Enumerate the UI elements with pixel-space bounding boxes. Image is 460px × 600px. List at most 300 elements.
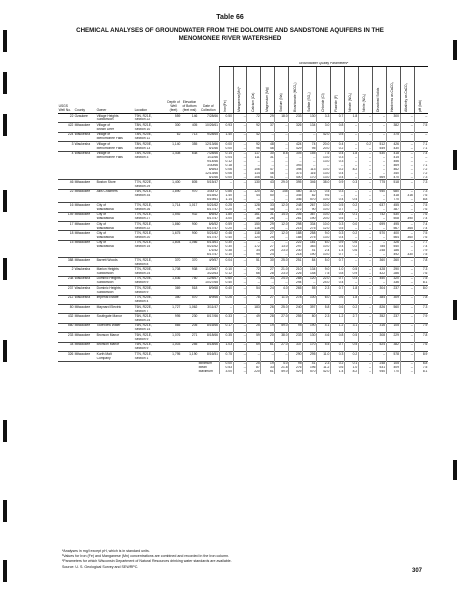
binder-mark	[3, 72, 7, 94]
well-number-cell: 22	[58, 113, 74, 118]
param-value-cell: 13.0	[317, 176, 331, 180]
param-value-cell: 38.0	[275, 333, 289, 338]
param-value-cell: 1.0	[330, 267, 344, 272]
location-cell: T9N, R21E,	[134, 113, 166, 118]
param-value-cell: 0.06	[219, 168, 233, 172]
param-value-cell: 27.0	[275, 342, 289, 347]
param-value-cell: 13.0	[275, 245, 289, 249]
param-value-cell: 0.4	[330, 151, 344, 156]
param-value-cell: 300	[386, 113, 400, 118]
param-value-cell: 24.0	[317, 281, 331, 285]
param-value-cell: --	[400, 305, 414, 310]
summary-value-cell: 8.1	[414, 370, 428, 374]
param-value-cell: 7.3	[414, 176, 428, 180]
param-value-cell: 0.3	[344, 180, 358, 185]
param-value-cell: 775	[372, 180, 386, 185]
param-value-cell: 155	[303, 151, 317, 156]
param-value-cell: 334	[303, 222, 317, 227]
param-value-cell: 680	[386, 189, 400, 194]
param-value-cell: 0.7	[330, 253, 344, 257]
param-value-cell: --	[247, 198, 261, 202]
date-cell: 5/15/47	[198, 180, 219, 185]
depth-cell: 1,714	[166, 203, 181, 208]
param-value-cell: --	[289, 132, 303, 137]
param-value-cell: 10.0	[317, 245, 331, 249]
summary-value-cell: 3.00	[219, 370, 233, 374]
param-value-cell: 22.0	[317, 276, 331, 281]
county-cell: Milwaukee	[74, 314, 96, 319]
col-header-param	[247, 66, 261, 113]
owner-cell: Subdivision	[96, 290, 114, 294]
owner-cell: Marion Heights	[96, 267, 134, 272]
param-value-cell: 9.0	[317, 267, 331, 272]
param-value-cell: --	[233, 208, 247, 212]
binder-mark	[3, 258, 7, 280]
param-value-cell: 11.0	[303, 189, 317, 194]
param-value-cell: 1.8	[344, 113, 358, 118]
param-value-cell: 255	[289, 314, 303, 319]
depth-cell: 1,795	[166, 352, 181, 357]
param-value-cell: --	[358, 245, 372, 249]
col-header-param-label: Hardness as CaCO₃	[390, 81, 395, 112]
param-value-cell: --	[233, 189, 247, 194]
col-header-param	[317, 66, 331, 113]
param-value-cell: 7.3	[414, 267, 428, 272]
param-value-cell: 28	[261, 314, 275, 319]
param-value-cell: 74	[303, 142, 317, 147]
param-value-cell: 0.4	[330, 176, 344, 180]
param-value-cell: 418	[386, 194, 400, 198]
blank-cell	[166, 370, 181, 374]
param-value-cell: 0.04	[219, 258, 233, 263]
param-value-cell: --	[400, 168, 414, 172]
summary-label-cell: Maximum	[198, 369, 213, 373]
summary-value-cell: 11.2	[317, 366, 331, 370]
param-value-cell: --	[275, 253, 289, 257]
owner-cell: Maynard Electric	[96, 305, 134, 310]
param-value-cell: --	[372, 240, 386, 245]
param-value-cell: 0.3	[330, 222, 344, 227]
param-value-cell: --	[233, 132, 247, 137]
param-value-cell: --	[358, 267, 372, 272]
param-value-cell: 382	[386, 123, 400, 128]
elevation-cell: 355	[181, 142, 198, 147]
param-value-cell: 7.7	[414, 240, 428, 245]
summary-value-cell: 2.3	[317, 361, 331, 366]
param-value-cell: 360	[400, 236, 414, 240]
location-cell: T7N, R21E,	[134, 203, 166, 208]
param-value-cell: 150	[247, 222, 261, 227]
blank-cell	[181, 370, 198, 374]
summary-value-cell: 1.4	[330, 370, 344, 374]
param-value-cell: --	[247, 281, 261, 285]
date-cell: 7/28/66	[198, 113, 219, 118]
param-value-cell: --	[400, 245, 414, 249]
param-value-cell: 0.2	[344, 245, 358, 249]
summary-value-cell: 105	[386, 361, 400, 366]
param-value-cell: --	[233, 240, 247, 245]
param-value-cell: 7.8	[414, 258, 428, 263]
param-value-cell: 7.4	[414, 245, 428, 249]
location-cell: T7N, R20E,	[134, 286, 166, 291]
param-value-cell: --	[275, 236, 289, 240]
param-value-cell: 170	[303, 342, 317, 347]
param-value-cell: 2.3	[317, 286, 331, 291]
param-value-cell: 3.1	[344, 323, 358, 328]
param-value-cell: 120	[247, 236, 261, 240]
param-value-cell: --	[358, 164, 372, 168]
col-header-param-label: Chloride (Cl)	[320, 93, 325, 112]
param-value-cell: --	[358, 305, 372, 310]
binder-mark	[453, 460, 457, 480]
param-value-cell: 699	[372, 222, 386, 227]
param-value-cell: 0.46	[219, 231, 233, 236]
param-value-cell: 297	[289, 245, 303, 249]
param-value-cell: --	[372, 156, 386, 160]
param-value-cell: 134	[303, 267, 317, 272]
depth-cell: 1,400	[166, 180, 181, 185]
param-value-cell: 0.06	[219, 172, 233, 176]
param-value-cell: 275	[303, 227, 317, 231]
param-value-cell: 111	[247, 156, 261, 160]
param-value-cell: 72	[247, 113, 261, 118]
param-value-cell: 530	[372, 151, 386, 156]
param-value-cell: --	[358, 227, 372, 231]
param-value-cell: --	[233, 333, 247, 338]
location-cell: Section 9	[134, 290, 149, 294]
param-value-cell: --	[358, 203, 372, 208]
location-cell: T7N, R20E,	[134, 276, 166, 281]
param-value-cell: 560	[386, 305, 400, 310]
param-value-cell: --	[358, 323, 372, 328]
param-value-cell: 0.40	[219, 281, 233, 285]
param-value-cell: --	[275, 240, 289, 245]
param-value-cell: 90	[303, 208, 317, 212]
location-cell: T7N, R22E,	[134, 180, 166, 185]
param-value-cell: 48	[261, 208, 275, 212]
param-value-cell: 578	[386, 352, 400, 357]
param-value-cell: --	[400, 180, 414, 185]
county-cell: Milwaukee	[74, 180, 96, 185]
elevation-cell: 230	[181, 314, 198, 319]
county-cell: Waukesha	[74, 295, 96, 300]
param-value-cell: --	[400, 176, 414, 180]
owner-cell: Brown Deer	[96, 127, 115, 131]
param-value-cell: 27	[261, 231, 275, 236]
param-value-cell: --	[414, 160, 428, 164]
param-value-cell: 0.5	[330, 227, 344, 231]
param-value-cell: 450	[372, 276, 386, 281]
param-value-cell: 161	[247, 212, 261, 217]
param-value-cell: 82	[303, 194, 317, 198]
location-cell: T6N, R21E,	[134, 189, 166, 194]
location-cell: Section 27	[134, 217, 151, 221]
param-value-cell: 0.2	[344, 305, 358, 310]
param-value-cell: 0.4	[330, 172, 344, 176]
summary-value-cell: 531	[372, 366, 386, 370]
param-value-cell: 637	[372, 203, 386, 208]
param-value-cell: 29	[261, 113, 275, 118]
well-number-cell: 149	[58, 212, 74, 217]
summary-value-cell: 0.00	[219, 361, 233, 366]
param-value-cell: 6.0	[317, 295, 331, 300]
well-number-cell: 17	[58, 222, 74, 227]
param-value-cell: 106	[247, 168, 261, 172]
summary-value-cell: 0.6	[330, 366, 344, 370]
param-value-cell: 0.30	[219, 245, 233, 249]
param-value-cell: 0.4	[344, 276, 358, 281]
well-number-cell: 326	[58, 352, 74, 357]
param-value-cell: 7.6	[414, 342, 428, 347]
param-value-cell: 24	[261, 253, 275, 257]
param-value-cell: 26	[261, 305, 275, 310]
param-value-cell: 518	[386, 180, 400, 185]
param-value-cell: --	[289, 160, 303, 164]
param-value-cell: 116	[247, 227, 261, 231]
param-value-cell: 7.5	[414, 123, 428, 128]
param-value-cell: 1.2	[330, 314, 344, 319]
param-value-cell: 11.0	[317, 352, 331, 357]
param-value-cell: --	[303, 160, 317, 164]
param-value-cell: 46	[261, 172, 275, 176]
param-value-cell: 233	[289, 113, 303, 118]
param-value-cell: 41	[303, 249, 317, 253]
date-cell: 3/30/72	[198, 189, 219, 194]
param-value-cell: 248	[372, 249, 386, 253]
params-group-header: Groundwater Quality Parametersᵃ	[219, 62, 428, 66]
param-value-cell: 0.9	[330, 240, 344, 245]
binder-mark	[453, 40, 457, 60]
param-value-cell: --	[233, 352, 247, 357]
param-value-cell: 7.5	[317, 272, 331, 276]
param-value-cell: --	[275, 132, 289, 137]
depth-cell: 1,003	[166, 342, 181, 347]
param-value-cell: 218	[289, 253, 303, 257]
summary-value-cell: 770	[386, 370, 400, 374]
date-cell: 7/28/66	[198, 151, 219, 156]
param-value-cell: 336	[386, 281, 400, 285]
param-value-cell: 42	[247, 132, 261, 137]
param-value-cell: 36	[247, 217, 261, 221]
param-value-cell: 0.60	[219, 276, 233, 281]
depth-cell: 1,890	[166, 189, 181, 194]
depth-cell: 1,860	[166, 222, 181, 227]
param-value-cell: 7.9	[414, 314, 428, 319]
param-value-cell: --	[261, 164, 275, 168]
elevation-cell: 146	[181, 113, 198, 118]
param-value-cell: --	[344, 208, 358, 212]
depth-cell: 1,636	[166, 276, 181, 281]
param-value-cell: 188	[289, 231, 303, 236]
param-value-cell: 309	[386, 295, 400, 300]
param-value-cell: 0.59	[219, 222, 233, 227]
location-cell: Section 3	[134, 156, 149, 160]
owner-cell: Village Heights	[96, 113, 134, 118]
date-cell: 12/13/66	[198, 142, 219, 147]
param-value-cell: 305	[289, 151, 303, 156]
param-value-cell: 92	[247, 142, 261, 147]
county-cell: Waukesha	[74, 151, 96, 156]
param-value-cell: --	[317, 164, 331, 168]
param-value-cell: 0.04	[219, 156, 233, 160]
param-value-cell: --	[358, 194, 372, 198]
date-cell: 4/9/57	[198, 258, 219, 263]
col-header-param	[261, 66, 275, 113]
col-header-param	[400, 66, 414, 113]
param-value-cell: --	[400, 147, 414, 151]
param-value-cell: 3.3	[317, 113, 331, 118]
param-value-cell: 7.4	[414, 222, 428, 227]
param-value-cell: 7.2	[414, 168, 428, 172]
col-header-param-label: Alkalinity as CaCO₃	[404, 83, 409, 112]
param-value-cell: --	[400, 212, 414, 217]
param-value-cell: --	[233, 180, 247, 185]
param-value-cell: 9.6	[317, 194, 331, 198]
param-value-cell: 0.12	[219, 272, 233, 276]
param-value-cell: 23.0	[275, 249, 289, 253]
param-value-cell: --	[233, 323, 247, 328]
param-value-cell: 294	[289, 281, 303, 285]
param-value-cell: --	[372, 172, 386, 176]
param-value-cell: 415	[386, 156, 400, 160]
param-value-cell: --	[358, 333, 372, 338]
param-value-cell: --	[358, 253, 372, 257]
param-value-cell: 337	[289, 342, 303, 347]
param-value-cell: 47	[261, 168, 275, 172]
param-value-cell: 7.4	[414, 151, 428, 156]
param-value-cell: 25	[247, 323, 261, 328]
param-value-cell: --	[358, 113, 372, 118]
date-cell: 8/9/68	[198, 286, 219, 291]
param-value-cell: 1.2	[330, 323, 344, 328]
param-value-cell: --	[233, 281, 247, 285]
param-value-cell: 0.6	[344, 249, 358, 253]
well-number-cell: 16	[58, 203, 74, 208]
param-value-cell: --	[358, 176, 372, 180]
param-value-cell: --	[233, 176, 247, 180]
param-value-cell: 7.8	[414, 333, 428, 338]
param-value-cell: 0.9	[344, 272, 358, 276]
param-value-cell: 13.0	[317, 160, 331, 164]
param-value-cell: 0.40	[219, 236, 233, 240]
well-number-cell: 237	[58, 286, 74, 291]
param-value-cell: --	[233, 222, 247, 227]
summary-value-cell: 42.0	[317, 370, 331, 374]
param-value-cell: --	[275, 281, 289, 285]
county-cell: Milwaukee	[74, 323, 96, 328]
param-value-cell: --	[275, 164, 289, 168]
param-value-cell: --	[400, 352, 414, 357]
date-cell: 1/1/52	[208, 249, 218, 253]
param-value-cell: 10.0	[317, 253, 331, 257]
param-value-cell: --	[372, 132, 386, 137]
elevation-cell: 1,017	[181, 203, 198, 208]
footnote: ᵇValues for Iron (Fe) and Manganese (Mn) concentrations are combined and recorded in the Iron column.	[62, 554, 230, 559]
col-header-county: County	[74, 66, 96, 113]
param-value-cell: --	[233, 194, 247, 198]
well-number-cell: 432	[58, 314, 74, 319]
param-value-cell: 190	[303, 253, 317, 257]
param-value-cell: 267	[303, 203, 317, 208]
param-value-cell: 50	[261, 194, 275, 198]
param-value-cell: 8.0	[414, 286, 428, 291]
param-value-cell: 0.50	[219, 113, 233, 118]
param-value-cell: 345	[289, 194, 303, 198]
param-value-cell: 0.7	[330, 113, 344, 118]
summary-value-cell: 19	[261, 361, 275, 366]
location-cell: T8N, R20E,	[134, 142, 166, 147]
owner-cell: Village of	[96, 151, 134, 156]
summary-value-cell: 0.1	[344, 361, 358, 366]
param-value-cell: 7.4	[414, 227, 428, 231]
param-value-cell: --	[275, 156, 289, 160]
param-value-cell: 770	[386, 198, 400, 202]
depth-cell: 1,592	[166, 212, 181, 217]
param-value-cell: 237	[386, 314, 400, 319]
owner-cell: Dominic Heights	[96, 286, 134, 291]
param-value-cell: 96	[247, 147, 261, 151]
summary-value-cell: 409	[386, 366, 400, 370]
location-cell: Section 10	[134, 127, 151, 131]
param-value-cell: --	[400, 342, 414, 347]
param-value-cell: --	[358, 168, 372, 172]
param-value-cell: 170	[303, 176, 317, 180]
elevation-cell: 900	[181, 231, 198, 236]
param-value-cell: 0.5	[330, 132, 344, 137]
param-value-cell: 4.6	[317, 333, 331, 338]
param-value-cell: 120	[303, 276, 317, 281]
param-value-cell: 1.80	[219, 212, 233, 217]
summary-value-cell: 220	[247, 370, 261, 374]
location-cell: Section 24	[134, 271, 151, 275]
county-cell: Milwaukee	[74, 189, 96, 194]
summary-value-cell: 429	[289, 370, 303, 374]
col-header-param-label: Calcium (Ca)	[250, 92, 255, 112]
param-value-cell: 0.3	[330, 156, 344, 160]
col-header-location: Location	[134, 66, 166, 113]
col-header-param	[358, 66, 372, 113]
param-value-cell: --	[233, 142, 247, 147]
param-value-cell: 5.5	[317, 342, 331, 347]
param-value-cell: 383	[303, 245, 317, 249]
param-value-cell: 4.0	[275, 286, 289, 291]
param-value-cell: 0.86	[219, 189, 233, 194]
param-value-cell: --	[372, 281, 386, 285]
param-value-cell: --	[219, 305, 233, 310]
param-value-cell: 1.8	[344, 151, 358, 156]
param-value-cell: 352	[372, 314, 386, 319]
date-cell: 3/22/63	[207, 271, 218, 275]
param-value-cell: --	[372, 253, 386, 257]
param-value-cell: --	[400, 151, 414, 156]
param-value-cell: --	[400, 258, 414, 263]
depth-cell: 62	[166, 132, 181, 137]
param-value-cell: 134	[303, 123, 317, 128]
date-cell: 1/11/66	[207, 156, 218, 160]
param-value-cell: 19	[261, 323, 275, 328]
depth-cell: 565	[166, 323, 181, 328]
owner-cell: Subdivision	[96, 271, 114, 275]
summary-value-cell: 41	[303, 361, 317, 366]
param-value-cell: 308	[372, 333, 386, 338]
date-cell: 6/6/52	[198, 222, 219, 227]
param-value-cell: 7.1	[414, 147, 428, 151]
param-value-cell: 373	[289, 172, 303, 176]
summary-value-cell: 196	[303, 366, 317, 370]
param-value-cell: 54	[247, 286, 261, 291]
col-header-param	[344, 66, 358, 113]
param-value-cell: --	[414, 132, 428, 137]
